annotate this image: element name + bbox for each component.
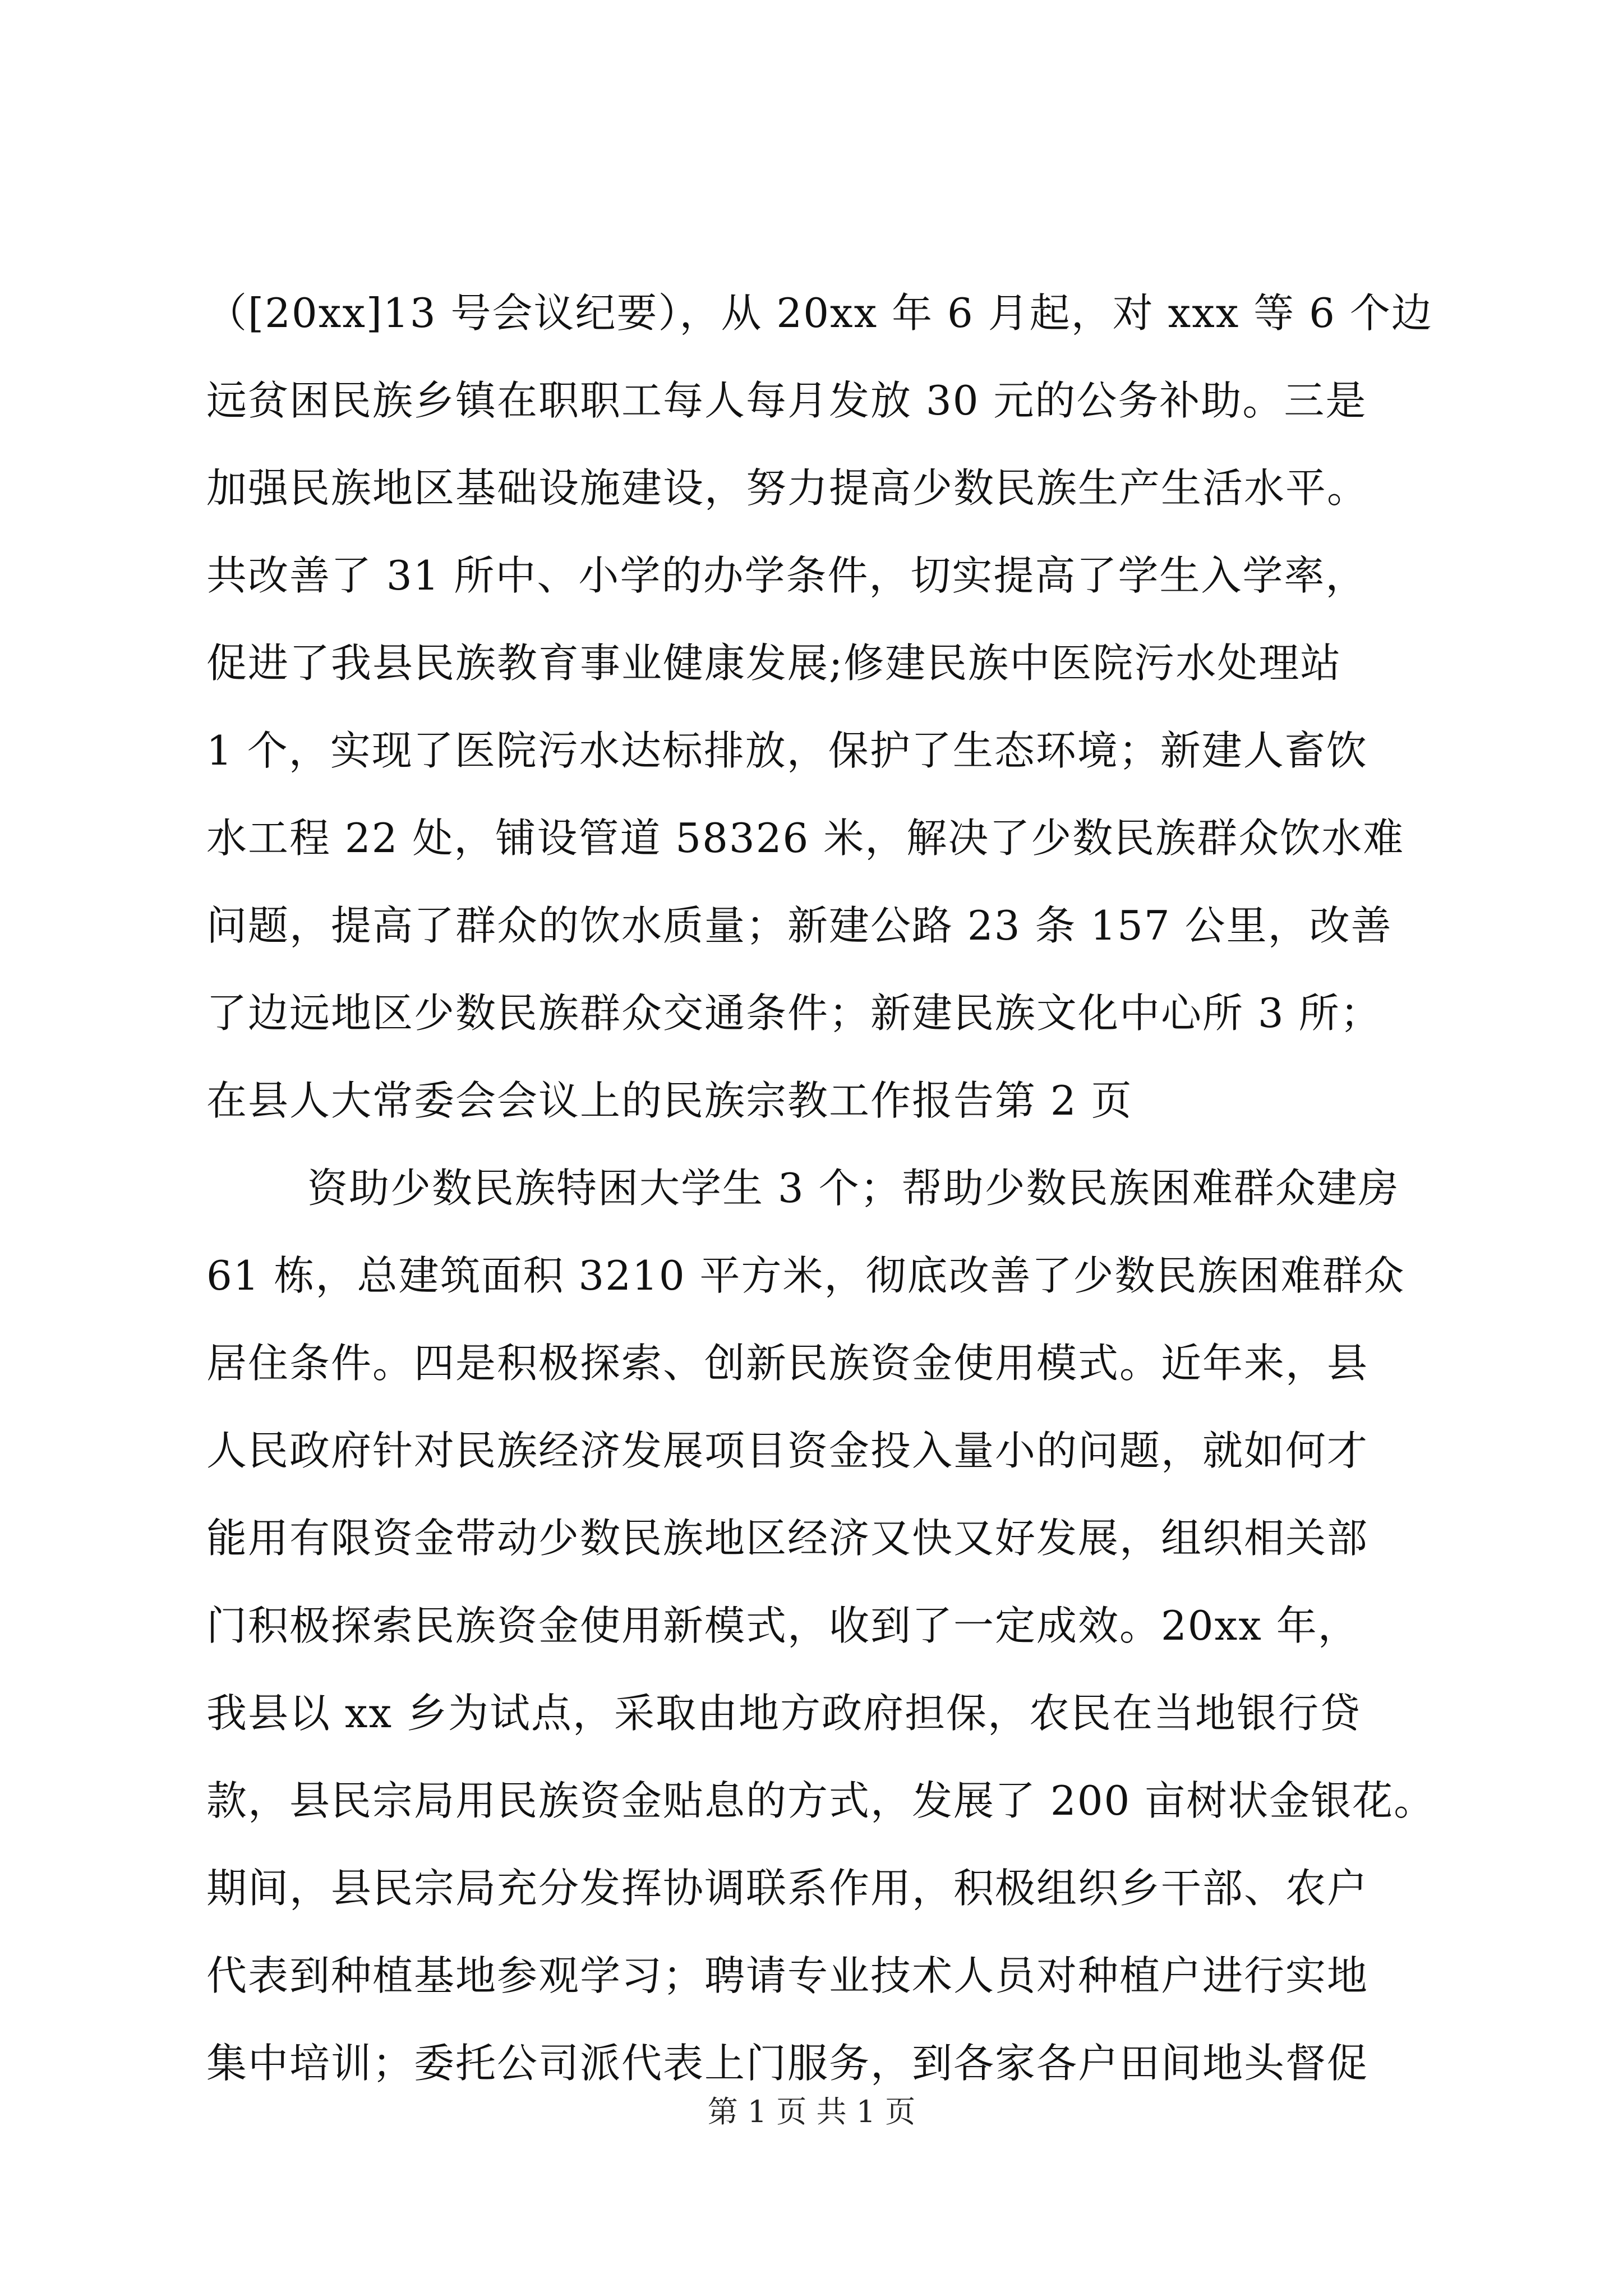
section-heading-line: 在县人大常委会会议上的民族宗教工作报告第 2 页	[206, 1077, 1133, 1124]
text-line: 促进了我县民族教育事业健康发展;修建民族中医院污水处理站	[206, 639, 1342, 687]
text-line: 能用有限资金带动少数民族地区经济又快又好发展，组织相关部	[206, 1515, 1369, 1562]
text-line: 了边远地区少数民族群众交通条件；新建民族文化中心所 3 所；	[206, 990, 1382, 1037]
text-line: 共改善了 31 所中、小学的办学条件，切实提高了学生入学率，	[206, 552, 1367, 599]
text-line: 人民政府针对民族经济发展项目资金投入量小的问题，就如何才	[206, 1427, 1369, 1474]
text-line: 问题，提高了群众的饮水质量；新建公路 23 条 157 公里，改善	[206, 902, 1393, 949]
text-line: 居住条件。四是积极探索、创新民族资金使用模式。近年来，县	[206, 1340, 1369, 1387]
text-line: 我县以 xx 乡为试点，采取由地方政府担保，农民在当地银行贷	[206, 1690, 1361, 1737]
text-line: 集中培训；委托公司派代表上门服务，到各家各户田间地头督促	[206, 2040, 1369, 2087]
document-body	[206, 269, 1436, 2107]
text-line: 远贫困民族乡镇在职职工每人每月发放 30 元的公务补助。三是	[206, 377, 1367, 424]
page-number-label: 第 1 页 共 1 页	[707, 2094, 916, 2129]
page-footer	[0, 2092, 1623, 2132]
text-line: 期间，县民宗局充分发挥协调联系作用，积极组织乡干部、农户	[206, 1865, 1369, 1912]
text-line: （[20xx]13 号会议纪要），从 20xx 年 6 月起，对 xxx 等 6 个边	[206, 289, 1433, 337]
text-line: 1 个，实现了医院污水达标排放，保护了生态环境；新建人畜饮	[206, 727, 1368, 774]
paragraph-start-line: 资助少数民族特困大学生 3 个；帮助少数民族困难群众建房	[307, 1165, 1400, 1212]
text-line: 款，县民宗局用民族资金贴息的方式，发展了 200 亩树状金银花。	[206, 1777, 1436, 1824]
text-line: 代表到种植基地参观学习；聘请专业技术人员对种植户进行实地	[206, 1952, 1369, 1999]
text-line: 61 栋，总建筑面积 3210 平方米，彻底改善了少数民族困难群众	[206, 1252, 1405, 1299]
text-line: 加强民族地区基础设施建设，努力提高少数民族生产生活水平。	[206, 464, 1369, 512]
text-line: 水工程 22 处，铺设管道 58326 米，解决了少数民族群众饮水难	[206, 815, 1405, 862]
text-line: 门积极探索民族资金使用新模式，收到了一定成效。20xx 年，	[206, 1602, 1359, 1649]
